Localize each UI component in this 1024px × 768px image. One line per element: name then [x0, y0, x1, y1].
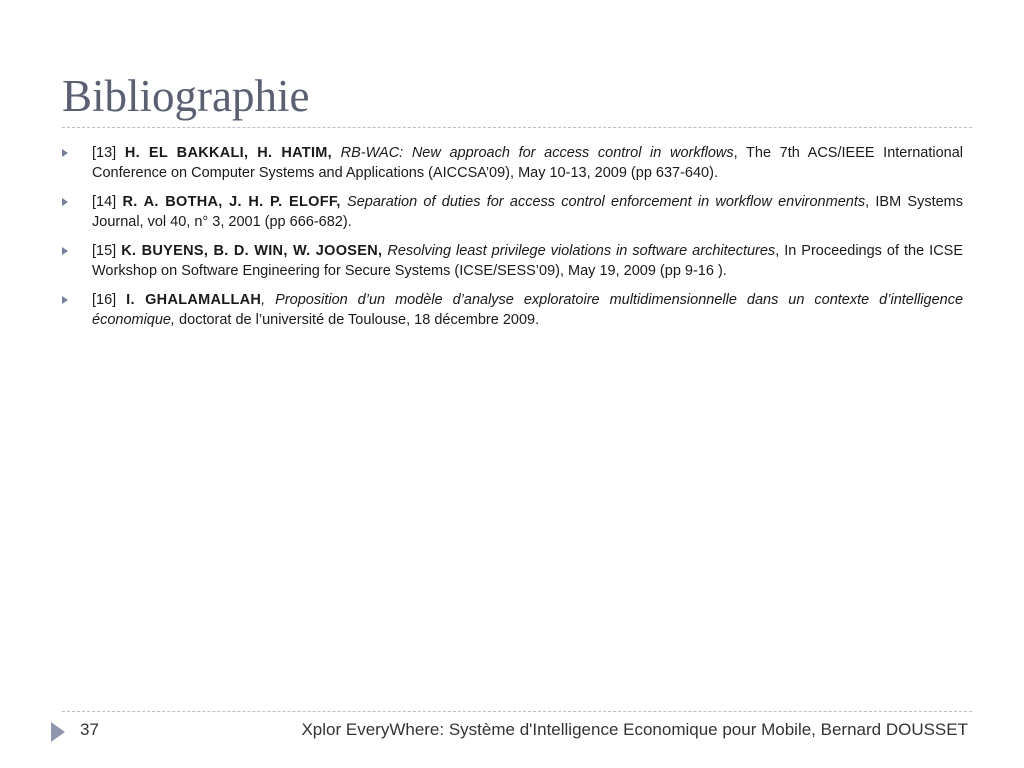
reference-details: , The 7th ACS/IEEE International Conference on Computer Systems and Applications (AICCSA’09), May 10-13, 2009 (pp 637-640). [92, 145, 963, 181]
title-divider [62, 127, 972, 128]
reference-details: doctorat de l’université de Toulouse, 18 décembre 2009. [175, 312, 540, 328]
bullet-arrow-icon [62, 247, 68, 255]
reference-number: [14] [92, 194, 117, 210]
reference-title: , Proposition d’un modèle d’analyse exploratoire multidimensionnelle dans un contexte d’intelligence économique, [92, 292, 964, 328]
slide-title: Bibliographie [62, 71, 310, 121]
reference-item [62, 192, 963, 232]
reference-authors: K. BUYENS, B. D. WIN, W. JOOSEN, [121, 243, 383, 259]
footer-caption: Xplor EveryWhere: Système d'Intelligence Economique pour Mobile, Bernard DOUSSET [301, 720, 968, 739]
footer-divider [62, 711, 972, 712]
reference-details: , IBM Systems Journal, vol 40, n° 3, 2001 (pp 666-682). [92, 194, 964, 230]
reference-item [62, 241, 963, 281]
reference-number: [15] [92, 243, 117, 259]
bullet-arrow-icon [62, 296, 68, 304]
reference-number: [13] [92, 145, 117, 161]
reference-authors: H. EL BAKKALI, H. HATIM, [124, 145, 332, 161]
bullet-arrow-icon [62, 198, 68, 206]
reference-title: Resolving least privilege violations in software architectures [387, 243, 776, 259]
footer-arrow-icon [51, 722, 65, 742]
reference-authors: I. GHALAMALLAH [126, 292, 262, 308]
reference-list [62, 143, 963, 339]
reference-authors: R. A. BOTHA, J. H. P. ELOFF, [122, 194, 341, 210]
reference-item [62, 290, 963, 330]
reference-item [62, 143, 963, 183]
reference-details: , In Proceedings of the ICSE Workshop on Software Engineering for Secure Systems (ICSE/SESS’09), May 19, 2009 (pp 9-16 ). [92, 243, 964, 279]
reference-title: Separation of duties for access control enforcement in workflow environments [347, 194, 866, 210]
reference-number: [16] [92, 292, 117, 308]
bullet-arrow-icon [62, 149, 68, 157]
reference-title: RB-WAC: New approach for access control in workflows [340, 145, 734, 161]
page-number: 37 [80, 720, 99, 739]
